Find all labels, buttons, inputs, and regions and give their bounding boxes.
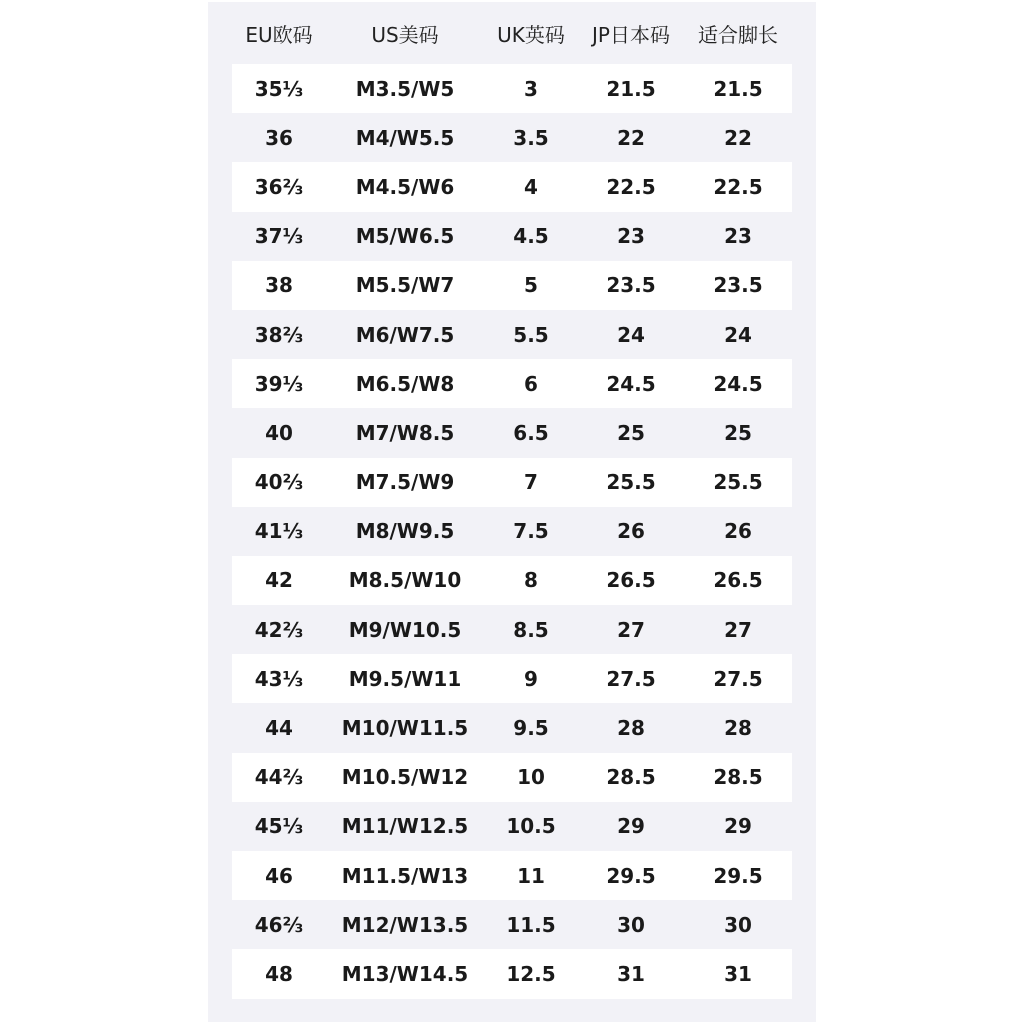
jp-size-cell: 21.5	[606, 76, 656, 101]
uk-size-cell: 5	[524, 273, 538, 298]
eu-size-cell: 38	[265, 273, 293, 298]
eu-size-cell: 38⅔	[254, 322, 304, 347]
uk-size-cell: 9	[524, 666, 538, 691]
table-row	[232, 359, 792, 408]
us-size-cell: M7/W8.5	[355, 420, 455, 445]
us-size-cell: M9/W10.5	[348, 617, 462, 642]
us-size-cell: M9.5/W11	[348, 666, 462, 691]
foot-length-cell: 31	[724, 961, 752, 986]
header-jp-size: JP日本码	[592, 22, 670, 47]
foot-length-cell: 27.5	[713, 666, 763, 691]
table-row	[232, 212, 792, 261]
eu-size-cell: 44	[265, 716, 293, 741]
us-size-cell: M6/W7.5	[355, 322, 455, 347]
foot-length-cell: 23	[724, 224, 752, 249]
table-row	[232, 851, 792, 900]
table-row	[232, 113, 792, 162]
jp-size-cell: 22	[617, 125, 645, 150]
uk-size-cell: 5.5	[513, 322, 549, 347]
uk-size-cell: 10.5	[506, 814, 556, 839]
us-size-cell: M4.5/W6	[355, 174, 455, 199]
eu-size-cell: 46⅔	[254, 912, 304, 937]
foot-length-cell: 22	[724, 125, 752, 150]
jp-size-cell: 29.5	[606, 863, 656, 888]
jp-size-cell: 23	[617, 224, 645, 249]
foot-length-cell: 25.5	[713, 470, 763, 495]
table-row	[232, 654, 792, 703]
uk-size-cell: 4.5	[513, 224, 549, 249]
uk-size-cell: 8	[524, 568, 538, 593]
header-us-size: US美码	[371, 22, 439, 47]
us-size-cell: M10.5/W12	[341, 765, 469, 790]
uk-size-cell: 6	[524, 371, 538, 396]
jp-size-cell: 24.5	[606, 371, 656, 396]
table-row	[232, 605, 792, 654]
us-size-cell: M11.5/W13	[341, 863, 469, 888]
uk-size-cell: 6.5	[513, 420, 549, 445]
table-row	[232, 507, 792, 556]
uk-size-cell: 3.5	[513, 125, 549, 150]
size-chart-panel	[208, 2, 816, 1022]
us-size-cell: M10/W11.5	[341, 716, 469, 741]
us-size-cell: M12/W13.5	[341, 912, 469, 937]
eu-size-cell: 46	[265, 863, 293, 888]
us-size-cell: M5.5/W7	[355, 273, 455, 298]
table-row	[232, 753, 792, 802]
table-row	[232, 802, 792, 851]
foot-length-cell: 26	[724, 519, 752, 544]
header-uk-size: UK英码	[497, 22, 565, 47]
foot-length-cell: 29.5	[713, 863, 763, 888]
jp-size-cell: 27	[617, 617, 645, 642]
jp-size-cell: 30	[617, 912, 645, 937]
table-row	[232, 556, 792, 605]
us-size-cell: M13/W14.5	[341, 961, 469, 986]
uk-size-cell: 9.5	[513, 716, 549, 741]
us-size-cell: M8.5/W10	[348, 568, 462, 593]
us-size-cell: M11/W12.5	[341, 814, 469, 839]
jp-size-cell: 24	[617, 322, 645, 347]
jp-size-cell: 28	[617, 716, 645, 741]
eu-size-cell: 45⅓	[254, 814, 304, 839]
table-row	[232, 703, 792, 752]
jp-size-cell: 25	[617, 420, 645, 445]
eu-size-cell: 36⅔	[254, 174, 304, 199]
foot-length-cell: 28.5	[713, 765, 763, 790]
eu-size-cell: 41⅓	[254, 519, 304, 544]
eu-size-cell: 37⅓	[254, 224, 304, 249]
foot-length-cell: 26.5	[713, 568, 763, 593]
table-row	[232, 64, 792, 113]
table-row	[232, 408, 792, 457]
us-size-cell: M7.5/W9	[355, 470, 455, 495]
table-row	[232, 458, 792, 507]
uk-size-cell: 11.5	[506, 912, 556, 937]
foot-length-cell: 29	[724, 814, 752, 839]
eu-size-cell: 48	[265, 961, 293, 986]
foot-length-cell: 22.5	[713, 174, 763, 199]
foot-length-cell: 21.5	[713, 76, 763, 101]
foot-length-cell: 24.5	[713, 371, 763, 396]
uk-size-cell: 12.5	[506, 961, 556, 986]
us-size-cell: M6.5/W8	[355, 371, 455, 396]
eu-size-cell: 43⅓	[254, 666, 304, 691]
table-row	[232, 162, 792, 211]
jp-size-cell: 25.5	[606, 470, 656, 495]
uk-size-cell: 4	[524, 174, 538, 199]
us-size-cell: M4/W5.5	[355, 125, 455, 150]
us-size-cell: M5/W6.5	[355, 224, 455, 249]
jp-size-cell: 31	[617, 961, 645, 986]
us-size-cell: M3.5/W5	[355, 76, 455, 101]
size-chart-header	[232, 2, 792, 64]
jp-size-cell: 22.5	[606, 174, 656, 199]
header-eu-size: EU欧码	[245, 22, 313, 47]
eu-size-cell: 35⅓	[254, 76, 304, 101]
header-foot-length: 适合脚长	[698, 22, 778, 47]
jp-size-cell: 26	[617, 519, 645, 544]
foot-length-cell: 25	[724, 420, 752, 445]
foot-length-cell: 30	[724, 912, 752, 937]
table-row	[232, 949, 792, 998]
jp-size-cell: 28.5	[606, 765, 656, 790]
eu-size-cell: 42⅔	[254, 617, 304, 642]
jp-size-cell: 23.5	[606, 273, 656, 298]
eu-size-cell: 36	[265, 125, 293, 150]
size-chart-rows	[232, 64, 792, 999]
uk-size-cell: 3	[524, 76, 538, 101]
jp-size-cell: 26.5	[606, 568, 656, 593]
eu-size-cell: 40⅔	[254, 470, 304, 495]
uk-size-cell: 8.5	[513, 617, 549, 642]
foot-length-cell: 28	[724, 716, 752, 741]
jp-size-cell: 27.5	[606, 666, 656, 691]
uk-size-cell: 7.5	[513, 519, 549, 544]
jp-size-cell: 29	[617, 814, 645, 839]
uk-size-cell: 10	[517, 765, 545, 790]
uk-size-cell: 11	[517, 863, 545, 888]
eu-size-cell: 40	[265, 420, 293, 445]
uk-size-cell: 7	[524, 470, 538, 495]
eu-size-cell: 39⅓	[254, 371, 304, 396]
foot-length-cell: 27	[724, 617, 752, 642]
foot-length-cell: 23.5	[713, 273, 763, 298]
foot-length-cell: 24	[724, 322, 752, 347]
table-row	[232, 310, 792, 359]
eu-size-cell: 42	[265, 568, 293, 593]
table-row	[232, 900, 792, 949]
table-row	[232, 261, 792, 310]
eu-size-cell: 44⅔	[254, 765, 304, 790]
us-size-cell: M8/W9.5	[355, 519, 455, 544]
